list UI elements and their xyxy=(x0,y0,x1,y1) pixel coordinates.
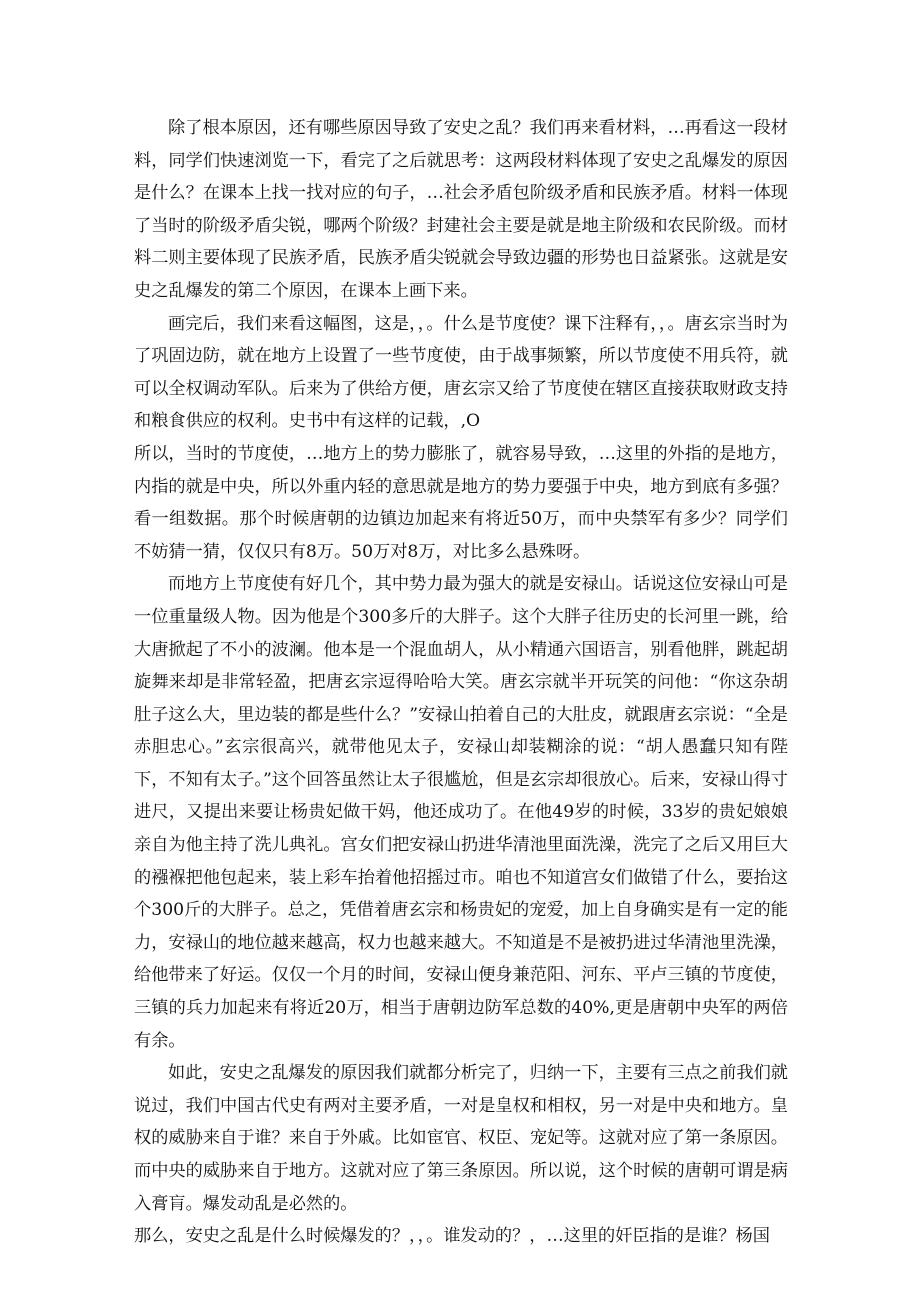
paragraph-outbreak: 那么，安史之乱是什么时候爆发的？，，。谁发动的？，…这里的奸臣指的是谁？杨国 xyxy=(134,1226,770,1247)
document-body xyxy=(134,112,788,1253)
paragraph-causes: 除了根本原因，还有哪些原因导致了安史之乱？我们再来看材料，…再看这一段材料，同学们快速浏览一下，看完了之后就思考：这两段材料体现了安史之乱爆发的原因是什么？在课本上找一找对应的句子，…社会矛盾包阶级矛盾和民族矛盾。材料一体现了当时的阶级矛盾尖锐，哪两个阶级？封建社会主要是就是地主阶级和农民阶级。而材料二则主要体现了民族矛盾，民族矛盾尖锐就会导致边疆的形势也日益紧张。这就是安史之乱爆发的第二个原因，在课本上画下来。 xyxy=(134,118,788,301)
paragraph-summary: 如此，安史之乱爆发的原因我们就都分析完了，归纳一下，主要有三点之前我们就说过，我们中国古代史有两对主要矛盾，一对是皇权和相权，另一对是中央和地方。皇权的威胁来自于谁？来自于外戚。比如宦官、权臣、宠妃等。这就对应了第一条原因。而中央的威胁来自于地方。这就对应了第三条原因。所以说，这个时候的唐朝可谓是病入膏肓。爆发动乱是必然的。 xyxy=(134,1063,788,1214)
paragraph-outer-heavy: 所以，当时的节度使，…地方上的势力膨胀了，就容易导致，…这里的外指的是地方，内指的就是中央，所以外重内轻的意思就是地方的势力要强于中央，地方到底有多强？看一组数据。那个时候唐朝的边镇边加起来有将近50万，而中央禁军有多少？同学们不妨猜一猜，仅仅只有8万。50万对8万，对比多么悬殊呀。 xyxy=(134,443,788,562)
paragraph-an-lushan: 而地方上节度使有好几个，其中势力最为强大的就是安禄山。话说这位安禄山可是一位重量级人物。因为他是个300多斤的大胖子。这个大胖子往历史的长河里一跳，给大唐掀起了不小的波澜。他本是一个混血胡人，从小精通六国语言，别看他胖，跳起胡旋舞来却是非常轻盈，把唐玄宗逗得哈哈大笑。唐玄宗就半开玩笑的问他：“你这杂胡肚子这么大，里边装的都是些什么？”安禄山拍着自己的大肚皮，就跟唐玄宗说：“全是赤胆忠心。”玄宗很高兴，就带他见太子，安禄山却装糊涂的说：“胡人愚蠢只知有陛下，不知有太子。”这个回答虽然让太子很尴尬，但是玄宗却很放心。后来，安禄山得寸进尺，又提出来要让杨贵妃做干妈，他还成功了。在他49岁的时候，33岁的贵妃娘娘亲自为他主持了洗儿典礼。宫女们把安禄山扔进华清池里面洗澡，洗完了之后又用巨大的襁褓把他包起来，装上彩车抬着他招摇过市。咱也不知道宫女们做错了什么，要抬这个300斤的大胖子。总之，凭借着唐玄宗和杨贵妃的宠爱，加上自身确实是有一定的能力，安禄山的地位越来越高，权力也越来越大。不知道是不是被扔进过华清池里洗澡，给他带来了好运。仅仅一个月的时间，安禄山便身兼范阳、河东、平卢三镇的节度使，三镇的兵力加起来有将近20万，相当于唐朝边防军总数的40%,更是唐朝中央军的两倍有余。 xyxy=(134,574,788,1051)
paragraph-jiedushi: 画完后，我们来看这幅图，这是，，。什么是节度使？课下注释有，，。唐玄宗当时为了巩固边防，就在地方上设置了一些节度使，由于战事频繁，所以节度使不用兵符，就可以全权调动军队。后来为了供给方便，唐玄宗又给了节度使在辖区直接获取财政支持和粮食供应的权利。史书中有这样的记载，,O xyxy=(134,313,788,432)
